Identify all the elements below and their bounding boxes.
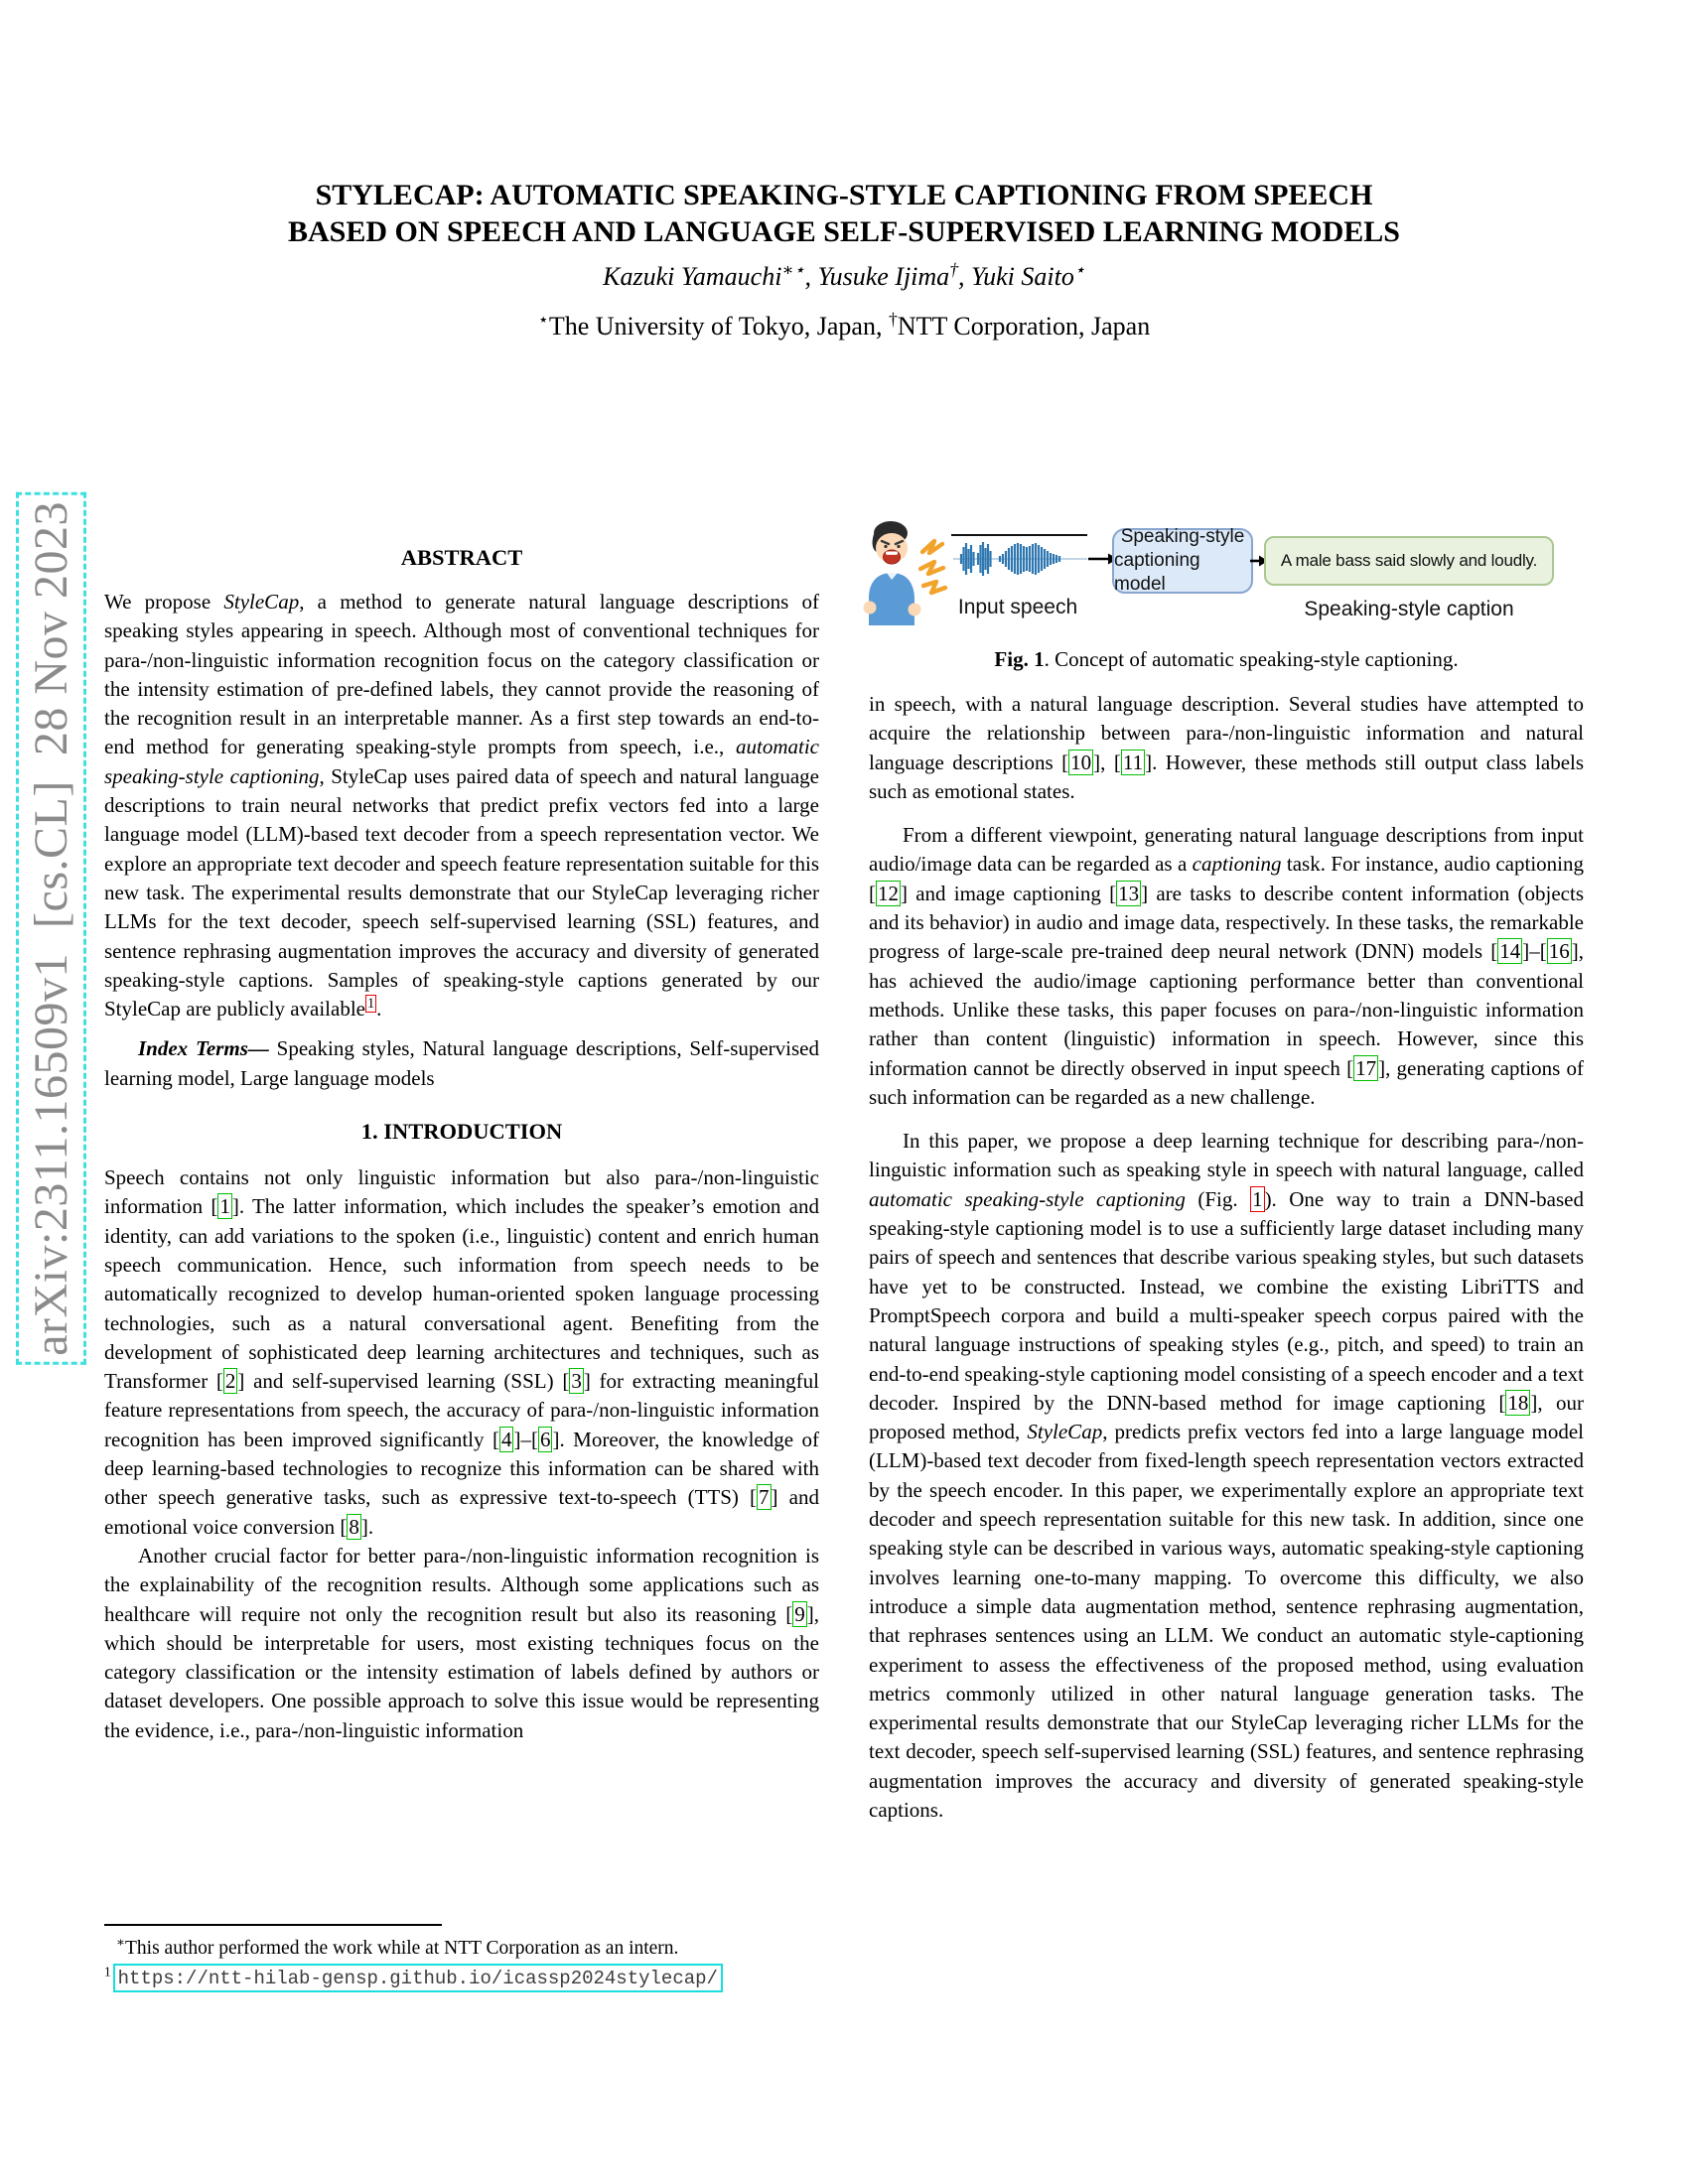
introduction-heading: 1. INTRODUCTION: [360, 1119, 563, 1145]
intro-paragraph-2: Another crucial factor for better para-/non-linguistic information recognition is the explainability of the recognition results. Although some applications such as healthcare will require not only the recognition result but also its reasoning [9], which should be interpretable for users, most existing techniques focus on the category classification or the intensity estimation of labels defined by authors or dataset developers. One possible approach to solve this issue would be representing the evidence, i.e., para-/non-linguistic information: [104, 1543, 819, 1742]
left-column: [104, 545, 819, 1745]
footnote-marker-link[interactable]: 1: [367, 996, 375, 1013]
citation-number[interactable]: 12: [878, 881, 899, 905]
abstract-heading: ABSTRACT: [400, 545, 523, 570]
citation-link[interactable]: [6]: [530, 1427, 560, 1451]
citation-link[interactable]: [8]: [340, 1514, 368, 1539]
body-paragraph-2: From a different viewpoint, generating natural language descriptions from input audio/image data can be regarded as a captioning task. For instance, audio captioning [12] and image captioning [13] are tasks to describe content information (objects and its behavior) in audio and image data, respectively. In these tasks, the remarkable progress of large-scale pre-trained deep neural network (DNN) models [14]–[16], has achieved the audio/image captioning performance better than conventional methods. Unlike these tasks, this paper focuses on para-/non-linguistic information rather than content (linguistic) information in speech. However, since this information cannot be directly observed in input speech [17], generating captions of such information can be regarded as a new challenge.: [869, 823, 1584, 1109]
citation-link[interactable]: [3]: [562, 1369, 591, 1394]
waveform-icon: [953, 537, 1087, 581]
caption-box: A male bass said slowly and loudly.: [1264, 536, 1554, 586]
input-speech-label: Input speech: [957, 596, 1078, 618]
citation-number[interactable]: 7: [759, 1485, 770, 1510]
speaker-icon: [861, 518, 924, 627]
model-box-line2: captioning model: [1114, 550, 1200, 595]
authors-line: Kazuki Yamauchi∗⋆, Yusuke Ijima†, Yuki Saito⋆: [603, 259, 1085, 291]
citation-link[interactable]: [1]: [211, 1194, 239, 1219]
citation-number[interactable]: 9: [794, 1601, 805, 1626]
paper-title: [0, 177, 1688, 250]
abstract-paragraph: We propose StyleCap, a method to generate natural language descriptions of speaking styles appearing in speech. Although most of conventional techniques for para-/non-linguistic information recognition focus on the category classification or the intensity estimation of pre-defined labels, they cannot provide the reasoning of the recognition result in an interpretable manner. As a first step towards an end-to-end method for generating speaking-style prompts from speech, i.e., automatic speaking-style captioning, StyleCap uses paired data of speech and natural language descriptions to train neural networks that predict prefix vectors fed into a large language model (LLM)-based text decoder from a speech representation vector. We explore an appropriate text decoder and speech feature representation suitable for this new task. The experimental results demonstrate that our StyleCap leveraging richer LLMs for the text decoder, speech self-supervised learning (SSL) features, and sentence rephrasing augmentation improves the accuracy and diversity of generated speaking-style captions. Samples of speaking-style captions generated by our StyleCap are publicly available $^1$.: [104, 590, 819, 1022]
body-paragraph-1: in speech, with a natural language description. Several studies have attempted to acquire the relationship between para-/non-linguistic information and natural language descriptions [10], [11]. However, these methods still output class labels such as emotional states.: [869, 692, 1585, 803]
figure-1-concept: [869, 508, 1584, 631]
model-box-line1: Speaking-style: [1120, 526, 1245, 547]
citation-link[interactable]: [13]: [1109, 881, 1149, 905]
figure-caption: Fig. 1. Concept of automatic speaking-style captioning.: [994, 647, 1459, 671]
citation-number[interactable]: 1: [219, 1194, 230, 1219]
arxiv-stamp[interactable]: arXiv:2311.16509v1 [cs.CL] 28 Nov 2023: [16, 492, 86, 1365]
title-line-1: STYLECAP: AUTOMATIC SPEAKING-STYLE CAPTIONING FROM SPEECH: [315, 179, 1373, 211]
citation-number[interactable]: 6: [539, 1427, 551, 1451]
figure-rule-line: [951, 534, 1087, 536]
intro-paragraph-1: Speech contains not only linguistic information but also para-/non-linguistic information [1]. The latter information, which includes the speaker’s emotion and identity, can add variations to the spoken (i.e., linguistic) content and enrich human speech communication. Hence, such information from speech needs to be automatically recognized to develop human-oriented spoken language processing technologies, such as a natural conversational agent. Benefiting from the development of sophisticated deep learning architectures and techniques, such as Transformer [2] and self-supervised learning (SSL) [3] for extracting meaningful feature representations from speech, the accuracy of para-/non-linguistic information recognition has been improved significantly [4]–[6]. Moreover, the knowledge of deep learning-based technologies to recognize this information can be shared with other speech generative tasks, such as expressive text-to-speech (TTS) [7] and emotional voice conversion [8].: [104, 1165, 819, 1539]
caption-label: Speaking-style caption: [1304, 598, 1514, 620]
footnote-intern-note: ∗This author performed the work while at NTT Corporation as an intern.: [116, 1934, 679, 1959]
citation-link[interactable]: [16]: [1539, 939, 1579, 964]
citation-number[interactable]: 18: [1507, 1390, 1529, 1415]
citation-number[interactable]: 2: [224, 1369, 236, 1394]
citation-number[interactable]: 16: [1548, 939, 1570, 964]
citation-link[interactable]: [9]: [785, 1601, 814, 1626]
citation-number[interactable]: 13: [1118, 881, 1140, 905]
citation-link[interactable]: [2]: [215, 1369, 245, 1394]
citation-link[interactable]: [17]: [1346, 1055, 1386, 1080]
body-paragraph-3: In this paper, we propose a deep learning technique for describing para-/non-linguistic information such as speaking style in speech with natural language, called automatic speaking-style captioning (Fig. 1). One way to train a DNN-based speaking-style captioning model is to use a sufficiently large dataset including many pairs of speech and sentences that describe various speaking styles, but such datasets have yet to be constructed. Instead, we combine the existing LibriTTS and PromptSpeech corpora and build a multi-speaker speech corpus paired with the natural language instructions of speaking styles (e.g., pitch, and speed) to train an end-to-end speaking-style captioning model consisting of a speech encoder and a text decoder. Inspired by the DNN-based method for image captioning [18], our proposed method, StyleCap, predicts prefix vectors fed into a large language model (LLM)-based text decoder from fixed-length speech representation vectors extracted by the speech encoder. In this paper, we experimentally explore an appropriate text decoder and speech representation suitable for this new task. In addition, since one speaking style can be described in various ways, automatic speaking-style captioning involves learning one-to-many mapping. To overcome this difficulty, we also introduce a simple data augmentation method, sentence rephrasing augmentation, that rephrases sentences using an LLM. We conduct an automatic style-captioning experiment to assess the effectiveness of the proposed method, using evaluation metrics commonly utilized in other natural language generation tasks. The experimental results demonstrate that our StyleCap leveraging richer LLMs for the text decoder, speech self-supervised learning (SSL) features, and sentence rephrasing augmentation improves the accuracy and diversity of generated speaking-style captions.: [869, 1129, 1584, 1822]
footnote-block: [104, 1922, 819, 2033]
citation-link[interactable]: [14]: [1490, 939, 1530, 964]
citation-link[interactable]: [7]: [750, 1485, 778, 1510]
citation-number[interactable]: 4: [500, 1427, 512, 1451]
model-box: [1112, 528, 1253, 594]
footnote-url-link[interactable]: https://ntt-hilab-gensp.github.io/icassp2024stylecap/: [113, 1964, 723, 1992]
sound-waves-icon: [918, 532, 956, 598]
citation-link[interactable]: [10]: [1061, 750, 1101, 774]
citation-link[interactable]: [11]: [1113, 750, 1153, 774]
footnote-rule: [104, 1924, 442, 1926]
title-line-2: BASED ON SPEECH AND LANGUAGE SELF-SUPERVISED LEARNING MODELS: [288, 215, 1400, 248]
index-terms: Index Terms— Speaking styles, Natural language descriptions, Self-supervised learning model, Large language models: [104, 1036, 820, 1090]
right-column: [869, 508, 1584, 1825]
citation-number[interactable]: 14: [1499, 939, 1521, 964]
citation-number[interactable]: 8: [349, 1514, 359, 1539]
citation-link[interactable]: [12]: [869, 881, 908, 905]
citation-number[interactable]: 10: [1070, 750, 1092, 774]
affiliation-line: ⋆The University of Tokyo, Japan, †NTT Corporation, Japan: [537, 309, 1151, 341]
citation-number[interactable]: 11: [1122, 750, 1144, 774]
citation-link[interactable]: [18]: [1498, 1390, 1538, 1415]
figure-reference-link[interactable]: 1: [1252, 1186, 1263, 1211]
citation-link[interactable]: [4]: [492, 1427, 521, 1451]
citation-number[interactable]: 3: [571, 1369, 582, 1394]
footnote-url-line: $^1$ https://ntt-hilab-gensp.github.io/icassp2024stylecap/: [104, 1964, 819, 1993]
citation-number[interactable]: 17: [1355, 1055, 1377, 1080]
